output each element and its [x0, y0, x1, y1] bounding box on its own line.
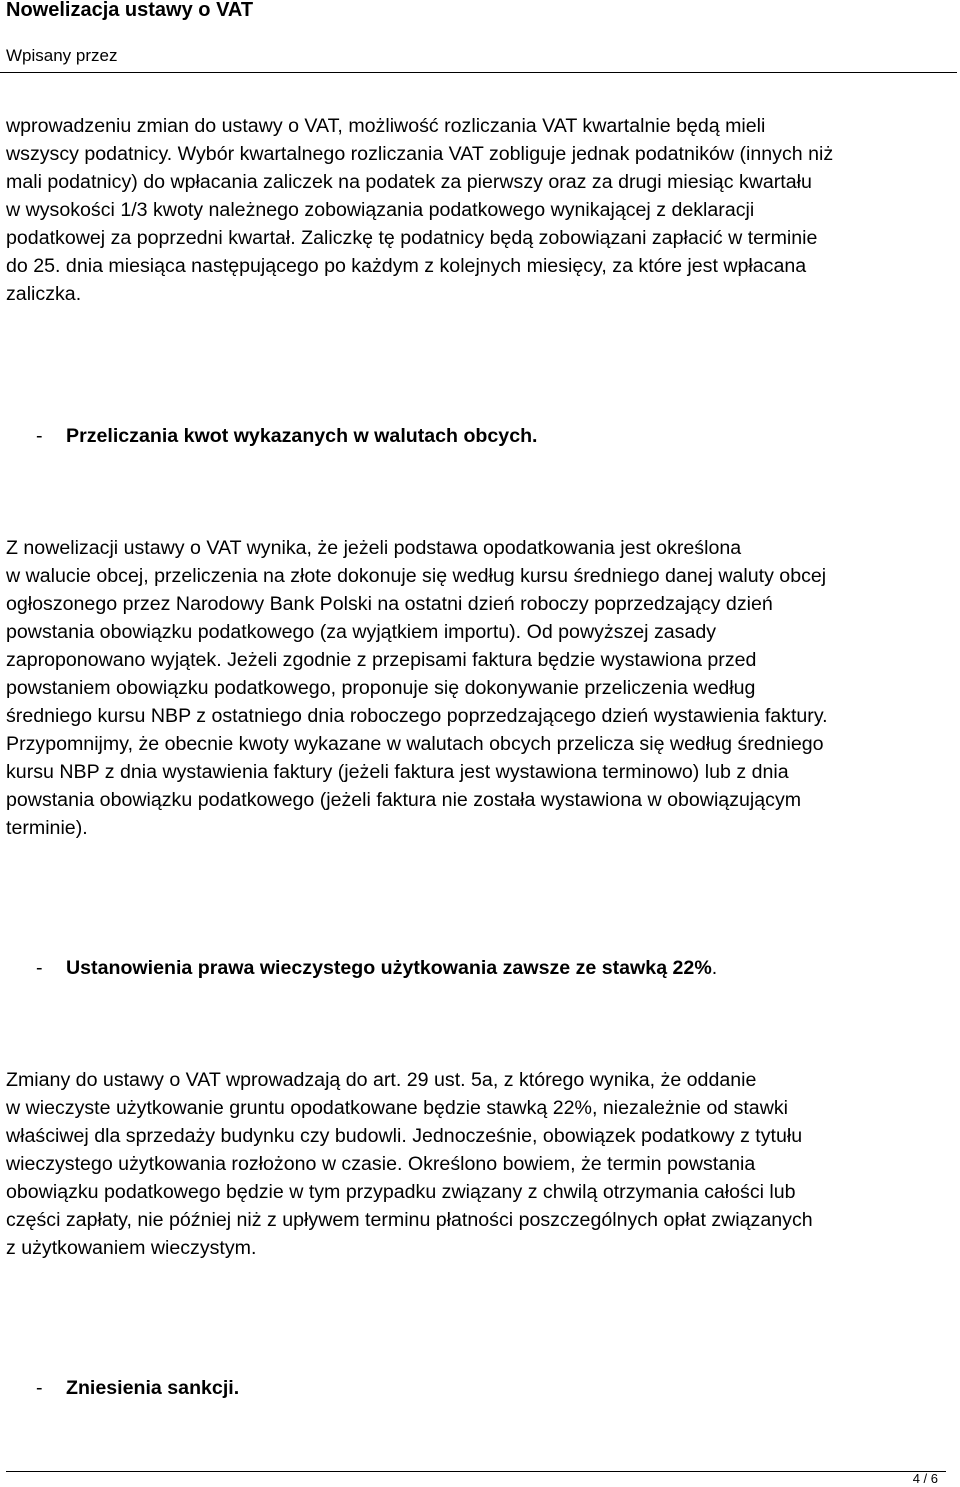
paragraph-line: Zmiany do ustawy o VAT wprowadzają do art. 29 ust. 5a, z którego wynika, że oddanie	[6, 1069, 757, 1091]
section-heading-foreign-currency	[36, 422, 538, 450]
header-divider	[0, 72, 957, 73]
paragraph-line: powstania obowiązku podatkowego (za wyjątkiem importu). Od powyższej zasady	[6, 621, 717, 643]
paragraph-line: wieczystego użytkowania rozłożono w czasie. Określono bowiem, że termin powstania	[6, 1153, 756, 1175]
paragraph-line: powstania obowiązku podatkowego (jeżeli faktura nie została wystawiona w obowiązującym	[6, 789, 802, 811]
paragraph-perpetual-usufruct	[6, 1066, 946, 1262]
paragraph-line: wprowadzeniu zmian do ustawy o VAT, możliwość rozliczania VAT kwartalnie będą mieli	[6, 115, 766, 137]
paragraph-foreign-currency	[6, 534, 946, 842]
section-heading-perpetual-usufruct	[36, 954, 717, 982]
document-title: Nowelizacja ustawy o VAT	[6, 0, 254, 21]
paragraph-line: właściwej dla sprzedaży budynku czy budowli. Jednocześnie, obowiązek podatkowy z tytułu	[6, 1125, 803, 1147]
paragraph-line: w wysokości 1/3 kwoty należnego zobowiązania podatkowego wynikającej z deklaracji	[6, 199, 755, 221]
paragraph-line: kursu NBP z dnia wystawienia faktury (jeżeli faktura jest wystawiona terminowo) lub z dnia	[6, 761, 789, 783]
paragraph-line: ogłoszonego przez Narodowy Bank Polski na ostatni dzień roboczy poprzedzający dzień	[6, 593, 773, 615]
paragraph-line: zaproponowano wyjątek. Jeżeli zgodnie z przepisami faktura będzie wystawiona przed	[6, 649, 757, 671]
heading-suffix: .	[711, 957, 718, 979]
paragraph-line: z użytkowaniem wieczystym.	[6, 1237, 257, 1259]
paragraph-line: wszyscy podatnicy. Wybór kwartalnego rozliczania VAT zobliguje jednak podatników (innych niż	[6, 143, 834, 165]
footer-divider	[6, 1471, 946, 1472]
heading-dash: -	[36, 957, 43, 979]
heading-dash: -	[36, 425, 43, 447]
paragraph-line: w wieczyste użytkowanie gruntu opodatkowane będzie stawką 22%, niezależnie od stawki	[6, 1097, 789, 1119]
paragraph-line: powstaniem obowiązku podatkowego, proponuje się dokonywanie przeliczenia według	[6, 677, 756, 699]
heading-text: Ustanowienia prawa wieczystego użytkowania zawsze ze stawką 22%	[66, 957, 712, 979]
heading-text: Zniesienia sankcji.	[66, 1377, 240, 1399]
paragraph-line: Z nowelizacji ustawy o VAT wynika, że jeżeli podstawa opodatkowania jest określona	[6, 537, 742, 559]
paragraph-line: terminie).	[6, 817, 88, 839]
paragraph-line: średniego kursu NBP z ostatniego dnia roboczego poprzedzającego dzień wystawienia faktury.	[6, 705, 828, 727]
author-label: Wpisany przez	[6, 46, 118, 65]
heading-text: Przeliczania kwot wykazanych w walutach obcych.	[66, 425, 538, 447]
paragraph-line: w walucie obcej, przeliczenia na złote dokonuje się według kursu średniego danej waluty obcej	[6, 565, 827, 587]
paragraph-line: obowiązku podatkowego będzie w tym przypadku związany z chwilą otrzymania całości lub	[6, 1181, 796, 1203]
paragraph-quarterly-settlement	[6, 112, 946, 308]
paragraph-line: do 25. dnia miesiąca następującego po każdym z kolejnych miesięcy, za które jest wpłacana	[6, 255, 807, 277]
paragraph-line: Przypomnijmy, że obecnie kwoty wykazane w walutach obcych przelicza się według średniego	[6, 733, 824, 755]
paragraph-line: zaliczka.	[6, 283, 82, 305]
section-heading-sanctions	[36, 1374, 239, 1402]
page-number: 4 / 6	[912, 1471, 938, 1486]
paragraph-line: części zapłaty, nie później niż z upływem terminu płatności poszczególnych opłat związanych	[6, 1209, 813, 1231]
paragraph-line: mali podatnicy) do wpłacania zaliczek na podatek za pierwszy oraz za drugi miesiąc kwartału	[6, 171, 812, 193]
paragraph-line: podatkowej za poprzedni kwartał. Zaliczkę tę podatnicy będą zobowiązani zapłacić w terminie	[6, 227, 818, 249]
heading-dash: -	[36, 1377, 43, 1399]
